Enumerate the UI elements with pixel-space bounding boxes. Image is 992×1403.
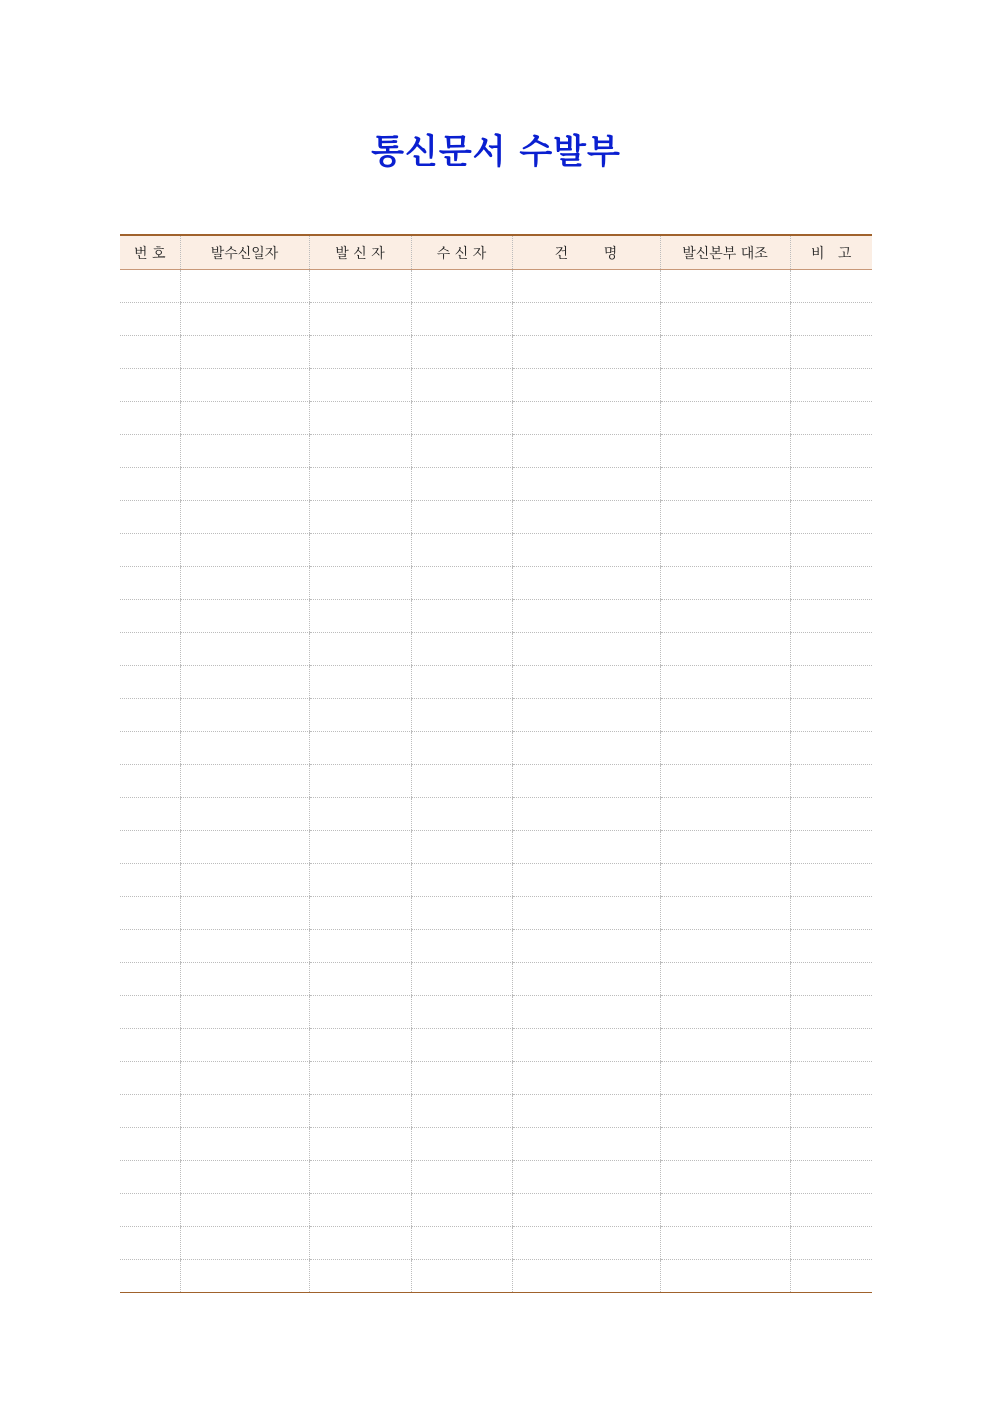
cell-subject[interactable]	[512, 963, 660, 996]
cell-remarks[interactable]	[790, 897, 872, 930]
cell-number[interactable]	[120, 600, 180, 633]
cell-subject[interactable]	[512, 336, 660, 369]
cell-subject[interactable]	[512, 534, 660, 567]
cell-receiver[interactable]	[411, 600, 512, 633]
cell-remarks[interactable]	[790, 567, 872, 600]
cell-remarks[interactable]	[790, 600, 872, 633]
cell-reference[interactable]	[660, 468, 790, 501]
cell-reference[interactable]	[660, 963, 790, 996]
cell-sender[interactable]	[309, 1161, 411, 1194]
cell-reference[interactable]	[660, 270, 790, 303]
cell-remarks[interactable]	[790, 1062, 872, 1095]
table-row	[120, 864, 872, 897]
cell-sender[interactable]	[309, 336, 411, 369]
cell-reference[interactable]	[660, 732, 790, 765]
cell-sender[interactable]	[309, 831, 411, 864]
cell-number[interactable]	[120, 633, 180, 666]
cell-date[interactable]	[180, 864, 309, 897]
cell-receiver[interactable]	[411, 1227, 512, 1260]
table-row	[120, 1260, 872, 1293]
header-remarks: 비 고	[790, 235, 872, 270]
cell-subject[interactable]	[512, 1062, 660, 1095]
header-number: 번 호	[120, 235, 180, 270]
cell-reference[interactable]	[660, 864, 790, 897]
cell-sender[interactable]	[309, 699, 411, 732]
cell-remarks[interactable]	[790, 699, 872, 732]
cell-date[interactable]	[180, 765, 309, 798]
cell-date[interactable]	[180, 402, 309, 435]
cell-receiver[interactable]	[411, 996, 512, 1029]
cell-remarks[interactable]	[790, 996, 872, 1029]
cell-number[interactable]	[120, 765, 180, 798]
cell-remarks[interactable]	[790, 468, 872, 501]
cell-number[interactable]	[120, 402, 180, 435]
cell-number[interactable]	[120, 864, 180, 897]
cell-subject[interactable]	[512, 633, 660, 666]
cell-receiver[interactable]	[411, 270, 512, 303]
cell-sender[interactable]	[309, 996, 411, 1029]
cell-sender[interactable]	[309, 963, 411, 996]
cell-number[interactable]	[120, 996, 180, 1029]
cell-date[interactable]	[180, 1062, 309, 1095]
cell-sender[interactable]	[309, 930, 411, 963]
cell-receiver[interactable]	[411, 1260, 512, 1293]
cell-sender[interactable]	[309, 765, 411, 798]
cell-receiver[interactable]	[411, 501, 512, 534]
cell-remarks[interactable]	[790, 1194, 872, 1227]
cell-remarks[interactable]	[790, 1029, 872, 1062]
cell-date[interactable]	[180, 1227, 309, 1260]
cell-reference[interactable]	[660, 1095, 790, 1128]
cell-reference[interactable]	[660, 1062, 790, 1095]
cell-remarks[interactable]	[790, 402, 872, 435]
cell-date[interactable]	[180, 270, 309, 303]
cell-receiver[interactable]	[411, 303, 512, 336]
cell-subject[interactable]	[512, 402, 660, 435]
cell-number[interactable]	[120, 1128, 180, 1161]
cell-sender[interactable]	[309, 468, 411, 501]
cell-receiver[interactable]	[411, 1095, 512, 1128]
cell-sender[interactable]	[309, 864, 411, 897]
table-row	[120, 369, 872, 402]
cell-sender[interactable]	[309, 666, 411, 699]
cell-number[interactable]	[120, 1161, 180, 1194]
table-row	[120, 633, 872, 666]
cell-sender[interactable]	[309, 897, 411, 930]
cell-sender[interactable]	[309, 600, 411, 633]
cell-subject[interactable]	[512, 567, 660, 600]
cell-sender[interactable]	[309, 732, 411, 765]
cell-reference[interactable]	[660, 633, 790, 666]
table-row	[120, 270, 872, 303]
cell-sender[interactable]	[309, 798, 411, 831]
cell-number[interactable]	[120, 798, 180, 831]
cell-number[interactable]	[120, 1029, 180, 1062]
cell-subject[interactable]	[512, 798, 660, 831]
cell-subject[interactable]	[512, 600, 660, 633]
cell-date[interactable]	[180, 831, 309, 864]
cell-subject[interactable]	[512, 897, 660, 930]
cell-remarks[interactable]	[790, 1260, 872, 1293]
cell-number[interactable]	[120, 270, 180, 303]
cell-subject[interactable]	[512, 1128, 660, 1161]
cell-receiver[interactable]	[411, 435, 512, 468]
cell-reference[interactable]	[660, 666, 790, 699]
cell-remarks[interactable]	[790, 798, 872, 831]
cell-reference[interactable]	[660, 897, 790, 930]
cell-sender[interactable]	[309, 567, 411, 600]
cell-date[interactable]	[180, 336, 309, 369]
cell-subject[interactable]	[512, 996, 660, 1029]
cell-date[interactable]	[180, 666, 309, 699]
cell-date[interactable]	[180, 600, 309, 633]
cell-remarks[interactable]	[790, 534, 872, 567]
ledger-table	[120, 234, 872, 1293]
cell-receiver[interactable]	[411, 666, 512, 699]
cell-date[interactable]	[180, 369, 309, 402]
cell-receiver[interactable]	[411, 567, 512, 600]
cell-sender[interactable]	[309, 633, 411, 666]
cell-receiver[interactable]	[411, 336, 512, 369]
table-row	[120, 336, 872, 369]
cell-number[interactable]	[120, 897, 180, 930]
cell-receiver[interactable]	[411, 1128, 512, 1161]
cell-reference[interactable]	[660, 798, 790, 831]
cell-reference[interactable]	[660, 369, 790, 402]
cell-receiver[interactable]	[411, 468, 512, 501]
cell-receiver[interactable]	[411, 1029, 512, 1062]
table-row	[120, 1161, 872, 1194]
cell-number[interactable]	[120, 534, 180, 567]
cell-date[interactable]	[180, 798, 309, 831]
cell-date[interactable]	[180, 501, 309, 534]
cell-number[interactable]	[120, 501, 180, 534]
cell-remarks[interactable]	[790, 501, 872, 534]
cell-reference[interactable]	[660, 336, 790, 369]
cell-reference[interactable]	[660, 930, 790, 963]
cell-number[interactable]	[120, 1095, 180, 1128]
cell-subject[interactable]	[512, 699, 660, 732]
cell-subject[interactable]	[512, 930, 660, 963]
cell-remarks[interactable]	[790, 1095, 872, 1128]
cell-subject[interactable]	[512, 1095, 660, 1128]
cell-number[interactable]	[120, 567, 180, 600]
cell-remarks[interactable]	[790, 1161, 872, 1194]
cell-subject[interactable]	[512, 468, 660, 501]
page-title: 통신문서 수발부	[371, 132, 621, 172]
cell-date[interactable]	[180, 1095, 309, 1128]
cell-reference[interactable]	[660, 600, 790, 633]
cell-date[interactable]	[180, 534, 309, 567]
cell-remarks[interactable]	[790, 435, 872, 468]
cell-remarks[interactable]	[790, 666, 872, 699]
cell-date[interactable]	[180, 897, 309, 930]
cell-receiver[interactable]	[411, 402, 512, 435]
cell-date[interactable]	[180, 1029, 309, 1062]
cell-date[interactable]	[180, 435, 309, 468]
cell-sender[interactable]	[309, 501, 411, 534]
cell-sender[interactable]	[309, 1095, 411, 1128]
cell-reference[interactable]	[660, 765, 790, 798]
cell-subject[interactable]	[512, 1260, 660, 1293]
cell-number[interactable]	[120, 963, 180, 996]
cell-number[interactable]	[120, 732, 180, 765]
table-row	[120, 765, 872, 798]
cell-number[interactable]	[120, 1194, 180, 1227]
cell-date[interactable]	[180, 996, 309, 1029]
header-subject: 건 명	[512, 235, 660, 270]
cell-number[interactable]	[120, 1260, 180, 1293]
cell-subject[interactable]	[512, 1161, 660, 1194]
cell-sender[interactable]	[309, 270, 411, 303]
ledger-body	[120, 270, 872, 1293]
header-reference: 발신본부 대조	[660, 235, 790, 270]
cell-reference[interactable]	[660, 1128, 790, 1161]
cell-reference[interactable]	[660, 534, 790, 567]
cell-remarks[interactable]	[790, 633, 872, 666]
cell-sender[interactable]	[309, 1029, 411, 1062]
cell-sender[interactable]	[309, 1194, 411, 1227]
table-row	[120, 600, 872, 633]
table-row	[120, 1029, 872, 1062]
table-row	[120, 666, 872, 699]
table-row	[120, 1194, 872, 1227]
cell-sender[interactable]	[309, 402, 411, 435]
table-row	[120, 468, 872, 501]
cell-reference[interactable]	[660, 996, 790, 1029]
cell-subject[interactable]	[512, 732, 660, 765]
cell-subject[interactable]	[512, 666, 660, 699]
cell-remarks[interactable]	[790, 930, 872, 963]
table-row	[120, 567, 872, 600]
table-row	[120, 303, 872, 336]
table-row	[120, 963, 872, 996]
cell-remarks[interactable]	[790, 303, 872, 336]
cell-reference[interactable]	[660, 567, 790, 600]
cell-receiver[interactable]	[411, 732, 512, 765]
cell-number[interactable]	[120, 699, 180, 732]
cell-receiver[interactable]	[411, 1194, 512, 1227]
header-receiver: 수 신 자	[411, 235, 512, 270]
cell-sender[interactable]	[309, 1227, 411, 1260]
cell-date[interactable]	[180, 1161, 309, 1194]
cell-sender[interactable]	[309, 369, 411, 402]
cell-remarks[interactable]	[790, 1227, 872, 1260]
header-row	[120, 235, 872, 270]
cell-number[interactable]	[120, 930, 180, 963]
header-date: 발수신일자	[180, 235, 309, 270]
cell-subject[interactable]	[512, 501, 660, 534]
cell-receiver[interactable]	[411, 798, 512, 831]
table-row	[120, 1062, 872, 1095]
cell-subject[interactable]	[512, 369, 660, 402]
cell-date[interactable]	[180, 732, 309, 765]
cell-subject[interactable]	[512, 270, 660, 303]
table-row	[120, 1095, 872, 1128]
cell-subject[interactable]	[512, 765, 660, 798]
cell-receiver[interactable]	[411, 831, 512, 864]
cell-date[interactable]	[180, 303, 309, 336]
cell-receiver[interactable]	[411, 369, 512, 402]
table-row	[120, 534, 872, 567]
table-row	[120, 699, 872, 732]
cell-sender[interactable]	[309, 1128, 411, 1161]
cell-receiver[interactable]	[411, 1062, 512, 1095]
cell-sender[interactable]	[309, 1260, 411, 1293]
cell-sender[interactable]	[309, 534, 411, 567]
table-row	[120, 501, 872, 534]
table-row	[120, 402, 872, 435]
cell-remarks[interactable]	[790, 1128, 872, 1161]
cell-receiver[interactable]	[411, 963, 512, 996]
cell-reference[interactable]	[660, 402, 790, 435]
cell-receiver[interactable]	[411, 633, 512, 666]
cell-receiver[interactable]	[411, 864, 512, 897]
cell-date[interactable]	[180, 930, 309, 963]
cell-receiver[interactable]	[411, 534, 512, 567]
cell-remarks[interactable]	[790, 270, 872, 303]
cell-remarks[interactable]	[790, 336, 872, 369]
cell-number[interactable]	[120, 468, 180, 501]
table-row	[120, 897, 872, 930]
cell-remarks[interactable]	[790, 963, 872, 996]
cell-remarks[interactable]	[790, 732, 872, 765]
table-row	[120, 798, 872, 831]
cell-number[interactable]	[120, 666, 180, 699]
cell-receiver[interactable]	[411, 930, 512, 963]
table-row	[120, 732, 872, 765]
table-row	[120, 1128, 872, 1161]
cell-receiver[interactable]	[411, 1161, 512, 1194]
cell-sender[interactable]	[309, 435, 411, 468]
cell-date[interactable]	[180, 699, 309, 732]
header-sender: 발 신 자	[309, 235, 411, 270]
cell-remarks[interactable]	[790, 831, 872, 864]
cell-date[interactable]	[180, 468, 309, 501]
cell-subject[interactable]	[512, 1029, 660, 1062]
cell-sender[interactable]	[309, 303, 411, 336]
cell-reference[interactable]	[660, 1260, 790, 1293]
cell-number[interactable]	[120, 369, 180, 402]
cell-subject[interactable]	[512, 1194, 660, 1227]
table-row	[120, 930, 872, 963]
cell-number[interactable]	[120, 336, 180, 369]
cell-date[interactable]	[180, 633, 309, 666]
cell-sender[interactable]	[309, 1062, 411, 1095]
table-row	[120, 1227, 872, 1260]
cell-reference[interactable]	[660, 831, 790, 864]
cell-reference[interactable]	[660, 1029, 790, 1062]
table-row	[120, 996, 872, 1029]
cell-number[interactable]	[120, 435, 180, 468]
cell-receiver[interactable]	[411, 699, 512, 732]
cell-subject[interactable]	[512, 1227, 660, 1260]
cell-reference[interactable]	[660, 501, 790, 534]
table-row	[120, 435, 872, 468]
cell-receiver[interactable]	[411, 765, 512, 798]
cell-date[interactable]	[180, 1194, 309, 1227]
cell-number[interactable]	[120, 1062, 180, 1095]
cell-reference[interactable]	[660, 303, 790, 336]
table-row	[120, 831, 872, 864]
cell-date[interactable]	[180, 1128, 309, 1161]
cell-reference[interactable]	[660, 1194, 790, 1227]
cell-date[interactable]	[180, 963, 309, 996]
cell-number[interactable]	[120, 831, 180, 864]
cell-reference[interactable]	[660, 435, 790, 468]
cell-remarks[interactable]	[790, 864, 872, 897]
cell-number[interactable]	[120, 1227, 180, 1260]
cell-reference[interactable]	[660, 699, 790, 732]
cell-date[interactable]	[180, 1260, 309, 1293]
cell-subject[interactable]	[512, 864, 660, 897]
cell-reference[interactable]	[660, 1227, 790, 1260]
cell-subject[interactable]	[512, 831, 660, 864]
cell-date[interactable]	[180, 567, 309, 600]
cell-remarks[interactable]	[790, 369, 872, 402]
cell-remarks[interactable]	[790, 765, 872, 798]
cell-subject[interactable]	[512, 303, 660, 336]
cell-receiver[interactable]	[411, 897, 512, 930]
cell-reference[interactable]	[660, 1161, 790, 1194]
cell-number[interactable]	[120, 303, 180, 336]
cell-subject[interactable]	[512, 435, 660, 468]
